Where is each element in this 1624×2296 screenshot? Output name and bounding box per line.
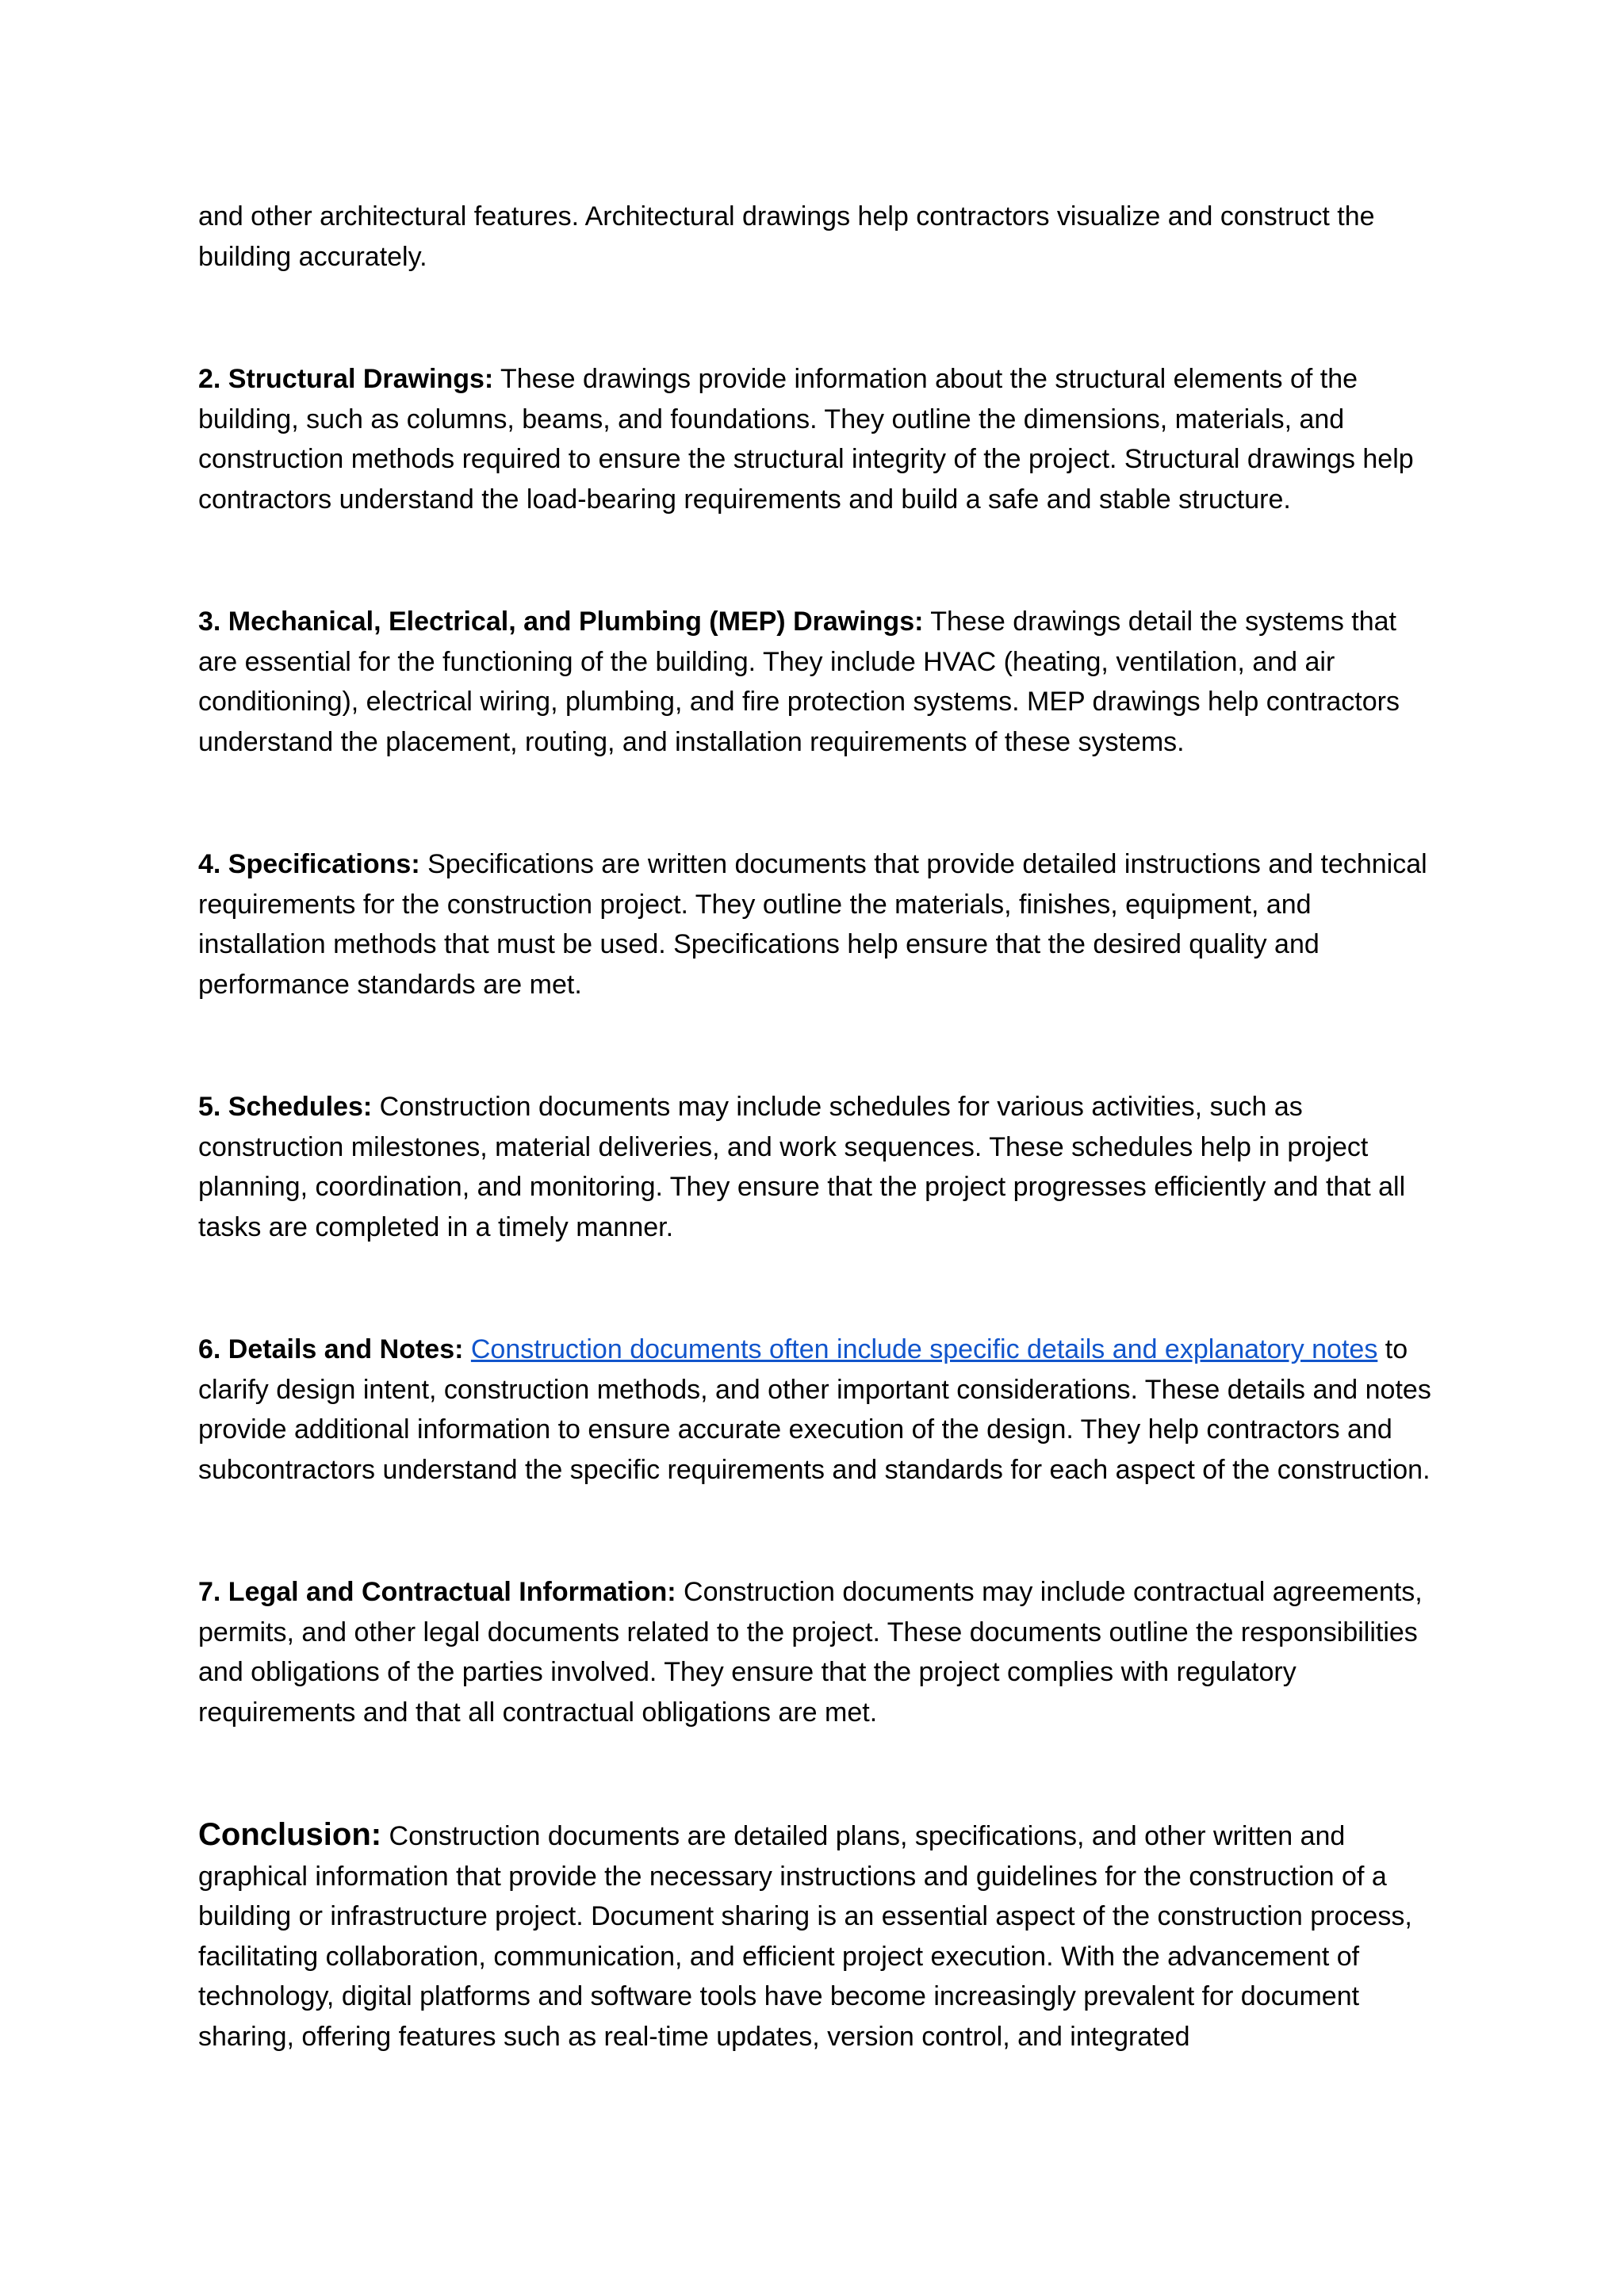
- section-label: 5. Schedules:: [198, 1092, 373, 1122]
- conclusion-text: Construction documents are detailed plans, specifications, and other written and graphical information that provide the necessary instructions and guidelines for the construction of a building or infrastructure project. Document sharing is an essential aspect of the construction process, facilitating collaboration, communication, and efficient project execution. With the advancement of technology, digital platforms and software tools have become increasingly prevalent for document sharing, offering features such as real-time updates, version control, and integrated: [198, 1821, 1412, 2052]
- section-text: Construction documents may include schedules for various activities, such as construction milestones, material deliveries, and work sequences. These schedules help in project planning, coordination, and monitoring. They ensure that the project progresses efficiently and that all tasks are completed in a timely manner.: [198, 1092, 1406, 1242]
- section-label: 7. Legal and Contractual Information:: [198, 1577, 676, 1607]
- section-text: Specifications are written documents that provide detailed instructions and technical requirements for the construction project. They outline the materials, finishes, equipment, and installation methods that must be used. Specifications help ensure that the desired quality and performance standards are met.: [198, 849, 1427, 1000]
- intro-text: and other architectural features. Architectural drawings help contractors visualize and construct the building accurately.: [198, 201, 1375, 272]
- section-legal-contractual: [198, 1572, 1439, 1732]
- intro-paragraph: [198, 197, 1439, 277]
- section-mep-drawings: [198, 602, 1439, 762]
- conclusion-paragraph: [198, 1815, 1439, 2057]
- section-text: to clarify design intent, construction methods, and other important considerations. These details and notes provide additional information to ensure accurate execution of the design. They help contractors and subcontractors understand the specific requirements and standards for each aspect of the construction.: [198, 1334, 1431, 1485]
- section-text: Construction documents may include contractual agreements, permits, and other legal documents related to the project. These documents outline the responsibilities and obligations of the parties involved. They ensure that the project complies with regulatory requirements and that all contractual obligations are met.: [198, 1577, 1423, 1728]
- section-schedules: [198, 1087, 1439, 1247]
- section-label: 6. Details and Notes:: [198, 1334, 464, 1364]
- section-label: 3. Mechanical, Electrical, and Plumbing (MEP) Drawings:: [198, 607, 924, 637]
- document-body: [198, 197, 1439, 2057]
- section-text: These drawings detail the systems that are essential for the functioning of the building. They include HVAC (heating, ventilation, and air conditioning), electrical wiring, plumbing, and fire protection systems. MEP drawings help contractors understand the placement, routing, and installation requirements of these systems.: [198, 607, 1400, 757]
- section-specifications: [198, 844, 1439, 1004]
- section-details-and-notes: [198, 1330, 1439, 1490]
- section-structural-drawings: [198, 359, 1439, 519]
- section-text: These drawings provide information about the structural elements of the building, such as columns, beams, and foundations. They outline the dimensions, materials, and construction methods required to ensure the structural integrity of the project. Structural drawings help contractors understand the load-bearing requirements and build a safe and stable structure.: [198, 364, 1414, 515]
- section-label: 4. Specifications:: [198, 849, 420, 879]
- details-notes-link[interactable]: Construction documents often include specific details and explanatory notes: [470, 1334, 1378, 1364]
- conclusion-label: Conclusion:: [198, 1817, 382, 1852]
- section-label: 2. Structural Drawings:: [198, 364, 494, 394]
